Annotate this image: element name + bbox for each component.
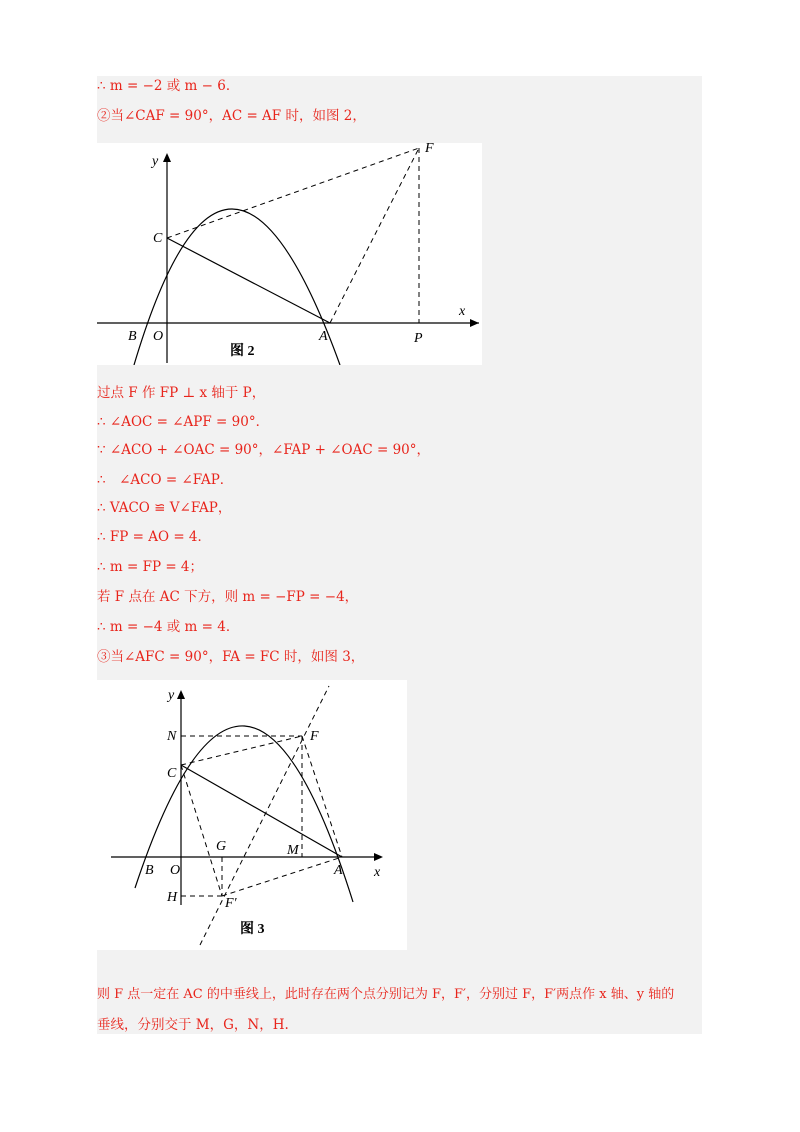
- fig2-label-B: B: [128, 329, 137, 344]
- fig2-caption: 图 2: [230, 344, 255, 359]
- fig3-label-B: B: [145, 863, 154, 878]
- fig3-label-y: y: [168, 688, 175, 703]
- text-line-6: ∴ ∠ACO = ∠FAP．: [97, 472, 234, 488]
- text-line-1: ∴ m = −2 或 m − 6．: [97, 78, 240, 94]
- text-line-5: ∵ ∠ACO + ∠OAC = 90°，∠FAP + ∠OAC = 90°，: [97, 442, 431, 458]
- text-line-10: 若 F 点在 AC 下方，则 m = −FP = −4，: [97, 589, 359, 605]
- figure-3: [97, 680, 407, 950]
- fig2-label-C: C: [153, 231, 163, 246]
- fig2-label-x: x: [459, 304, 466, 319]
- fig2-label-F: F: [425, 143, 434, 156]
- fig3-label-C: C: [167, 766, 177, 781]
- fig3-label-H: H: [167, 890, 178, 905]
- text-line-11: ∴ m = −4 或 m = 4．: [97, 619, 240, 635]
- text-line-8: ∴ FP = AO = 4．: [97, 529, 212, 545]
- fig3-caption: 图 3: [240, 922, 265, 937]
- text-line-9: ∴ m = FP = 4；: [97, 559, 204, 575]
- text-line-3: 过点 F 作 FP ⊥ x 轴于 P，: [97, 385, 266, 401]
- text-line-4: ∴ ∠AOC = ∠APF = 90°．: [97, 414, 270, 430]
- fig3-label-N: N: [167, 729, 177, 744]
- figure-2-diagram: [97, 143, 482, 365]
- fig3-label-A: A: [334, 863, 343, 878]
- fig3-label-F-prime: F′: [225, 896, 237, 911]
- fig2-label-O: O: [153, 329, 164, 344]
- fig2-label-A: A: [319, 329, 328, 344]
- text-line-13: 则 F 点一定在 AC 的中垂线上，此时存在两个点分别记为 F，F′，分别过 F，F′两点作 x 轴、y 轴的: [97, 987, 675, 1002]
- text-line-12: ③当∠AFC = 90°，FA = FC 时，如图 3，: [97, 649, 365, 665]
- fig3-label-O: O: [170, 863, 181, 878]
- fig3-label-F: F: [310, 729, 319, 744]
- fig3-label-G: G: [216, 839, 227, 854]
- fig2-label-y: y: [152, 154, 159, 169]
- figure-2: [97, 143, 482, 365]
- text-line-2: ②当∠CAF = 90°，AC = AF 时，如图 2，: [97, 108, 366, 124]
- text-line-7: ∴ VACO ≌ V∠FAP，: [97, 500, 232, 516]
- text-line-14: 垂线，分别交于 M，G，N，H.: [97, 1017, 289, 1033]
- fig3-label-M: M: [287, 843, 299, 858]
- figure-3-diagram: [97, 680, 407, 950]
- fig2-label-P: P: [414, 331, 423, 346]
- fig3-label-x: x: [374, 865, 381, 880]
